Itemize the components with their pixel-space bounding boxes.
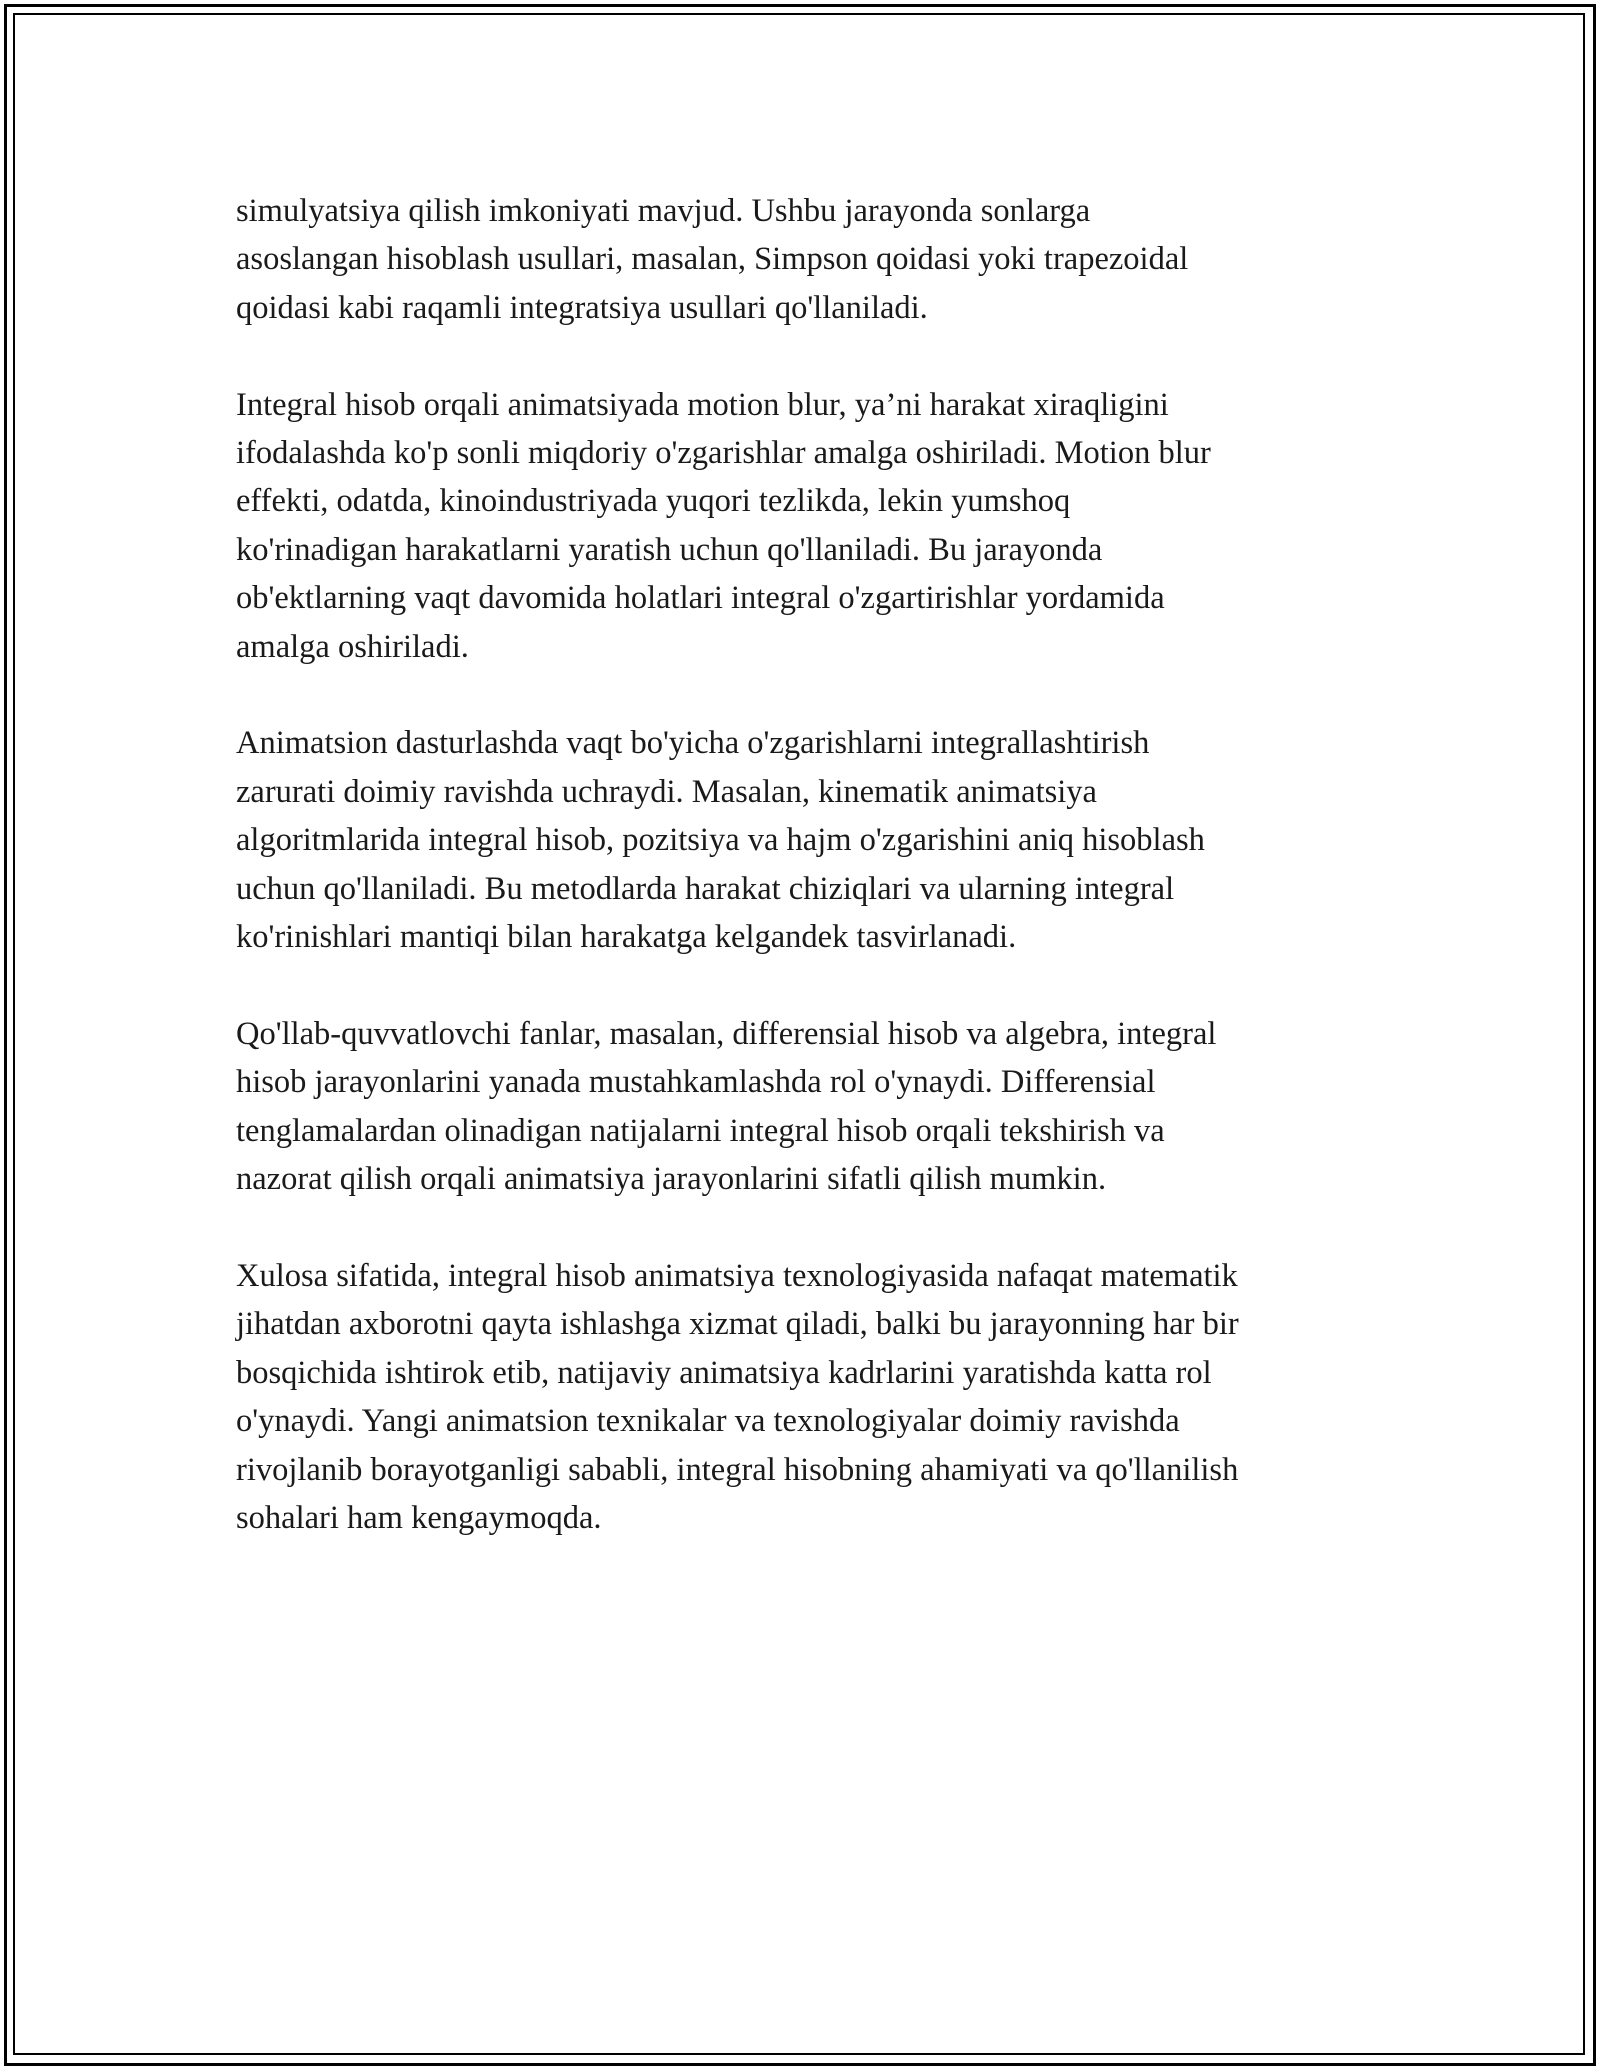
text-line: o'ynaydi. Yangi animatsion texnikalar va texnologiyalar doimiy ravishda xyxy=(236,1403,1180,1440)
text-line: algoritmlarida integral hisob, pozitsiya va hajm o'zgarishini aniq hisoblash xyxy=(236,822,1205,859)
paragraph-1 xyxy=(236,187,1384,332)
text-line: hisob jarayonlarini yanada mustahkamlashda rol o'ynaydi. Differensial xyxy=(236,1064,1156,1101)
text-line: jihatdan axborotni qayta ishlashga xizmat qiladi, balki bu jarayonning har bir xyxy=(236,1306,1239,1343)
text-line: nazorat qilish orqali animatsiya jarayonlarini sifatli qilish mumkin. xyxy=(236,1161,1107,1198)
text-line: zarurati doimiy ravishda uchraydi. Masalan, kinematik animatsiya xyxy=(236,773,1097,810)
text-line: ko'rinadigan harakatlarni yaratish uchun qo'llaniladi. Bu jarayonda xyxy=(236,531,1103,568)
text-line: tenglamalardan olinadigan natijalarni integral hisob orqali tekshirish va xyxy=(236,1112,1165,1149)
text-line: rivojlanib borayotganligi sababli, integral hisobning ahamiyati va qo'llanilish xyxy=(236,1451,1239,1488)
text-line: amalga oshiriladi. xyxy=(236,628,469,665)
text-line: effekti, odatda, kinoindustriyada yuqori tezlikda, lekin yumshoq xyxy=(236,483,1071,520)
paragraph-3 xyxy=(236,719,1384,961)
text-line: simulyatsiya qilish imkoniyati mavjud. Ushbu jarayonda sonlarga xyxy=(236,193,1091,229)
text-line: Integral hisob orqali animatsiyada motion blur, ya’ni harakat xiraqligini xyxy=(236,386,1169,423)
text-line: ob'ektlarning vaqt davomida holatlari integral o'zgartirishlar yordamida xyxy=(236,580,1165,617)
text-line: qoidasi kabi raqamli integratsiya usullari qo'llaniladi. xyxy=(236,289,928,326)
text-line: uchun qo'llaniladi. Bu metodlarda harakat chiziqlari va ularning integral xyxy=(236,870,1175,907)
text-line: Qo'llab-quvvatlovchi fanlar, masalan, differensial hisob va algebra, integral xyxy=(236,1015,1217,1052)
paragraph-5 xyxy=(236,1252,1384,1542)
text-line: asoslangan hisoblash usullari, masalan, Simpson qoidasi yoki trapezoidal xyxy=(236,241,1189,278)
text-line: Animatsion dasturlashda vaqt bo'yicha o'zgarishlarni integrallashtirish xyxy=(236,725,1150,762)
text-line: bosqichida ishtirok etib, natijaviy animatsiya kadrlarini yaratishda katta rol xyxy=(236,1354,1212,1391)
text-line: Xulosa sifatida, integral hisob animatsiya texnologiyasida nafaqat matematik xyxy=(236,1257,1238,1294)
text-line: ko'rinishlari mantiqi bilan harakatga kelgandek tasvirlanadi. xyxy=(236,919,1017,956)
document-body xyxy=(236,187,1384,1591)
paragraph-2 xyxy=(236,381,1384,671)
text-line: sohalari ham kengaymoqda. xyxy=(236,1499,602,1536)
paragraph-4 xyxy=(236,1010,1384,1204)
text-line: ifodalashda ko'p sonli miqdoriy o'zgarishlar amalga oshiriladi. Motion blur xyxy=(236,435,1211,472)
